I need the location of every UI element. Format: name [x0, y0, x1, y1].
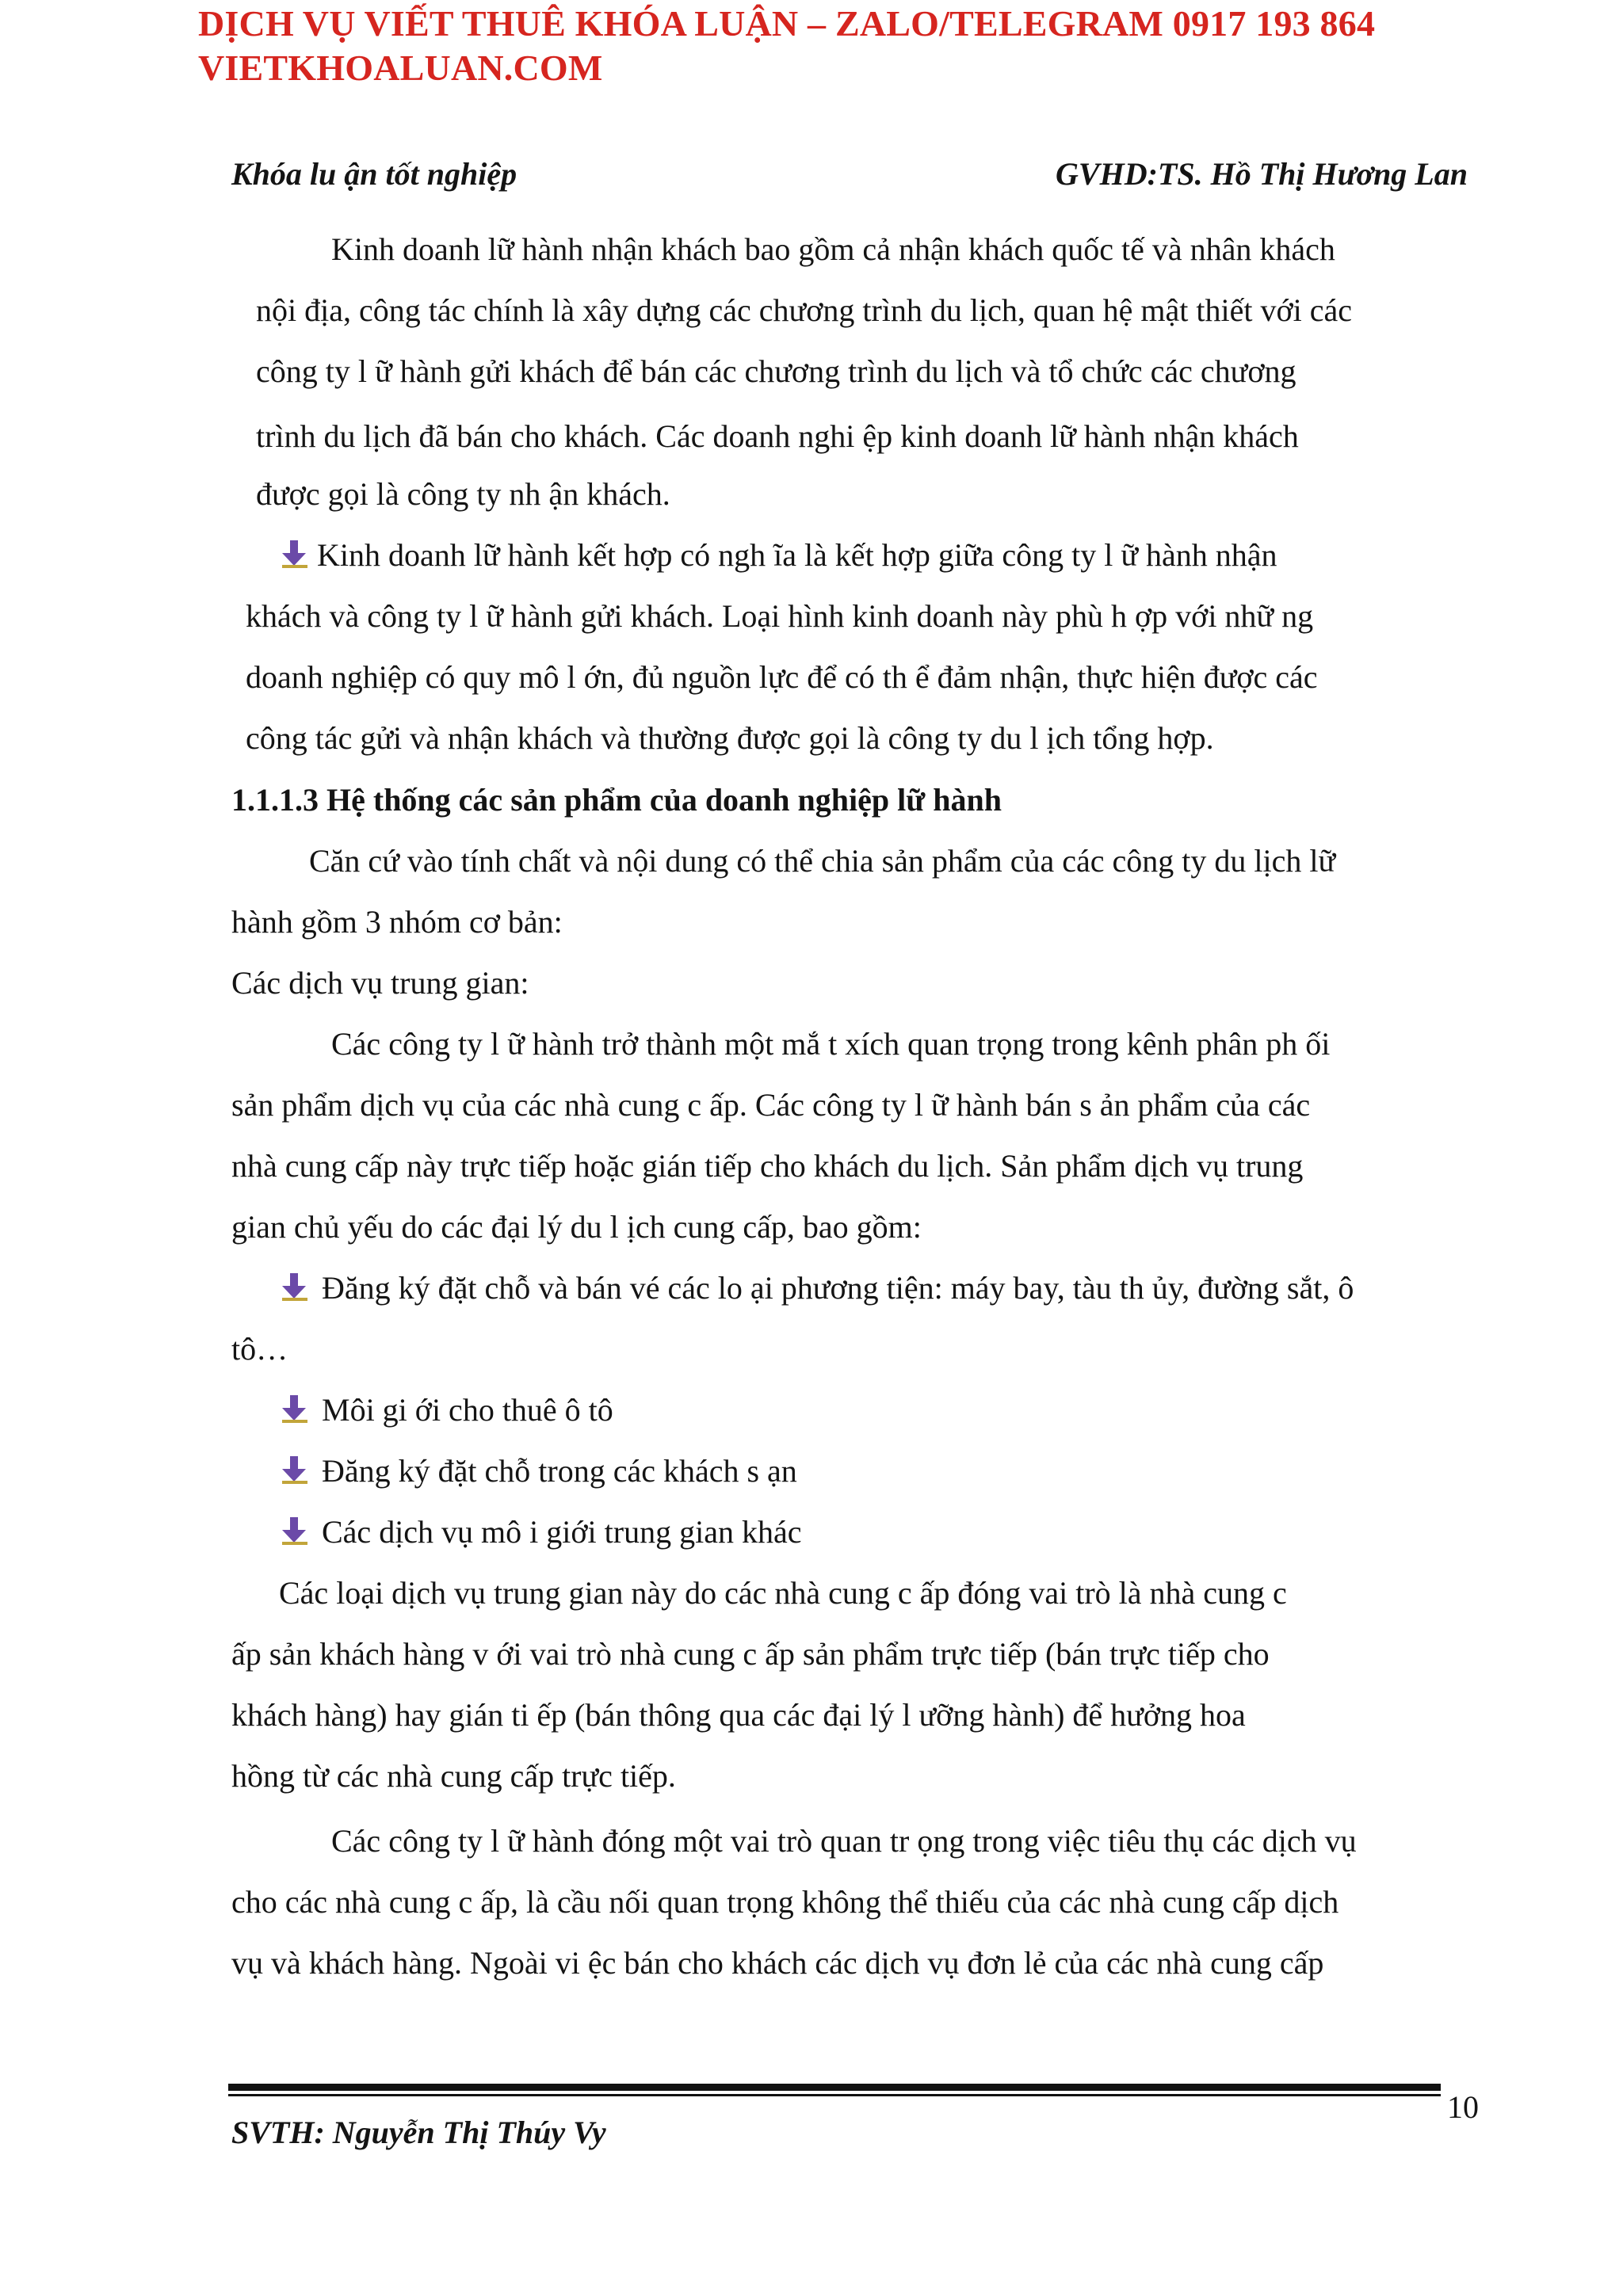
- promo-banner-line1: DỊCH VỤ VIẾT THUÊ KHÓA LUẬN – ZALO/TELEGRAM 0917 193 864: [198, 3, 1376, 44]
- paragraph-line: cho các nhà cung c ấp, là cầu nối quan trọng không thể thiếu của các nhà cung cấp dịch: [231, 1884, 1339, 1920]
- bullet-arrow-icon: [279, 1517, 311, 1546]
- paragraph-line: doanh nghiệp có quy mô l ớn, đủ nguồn lực để có th ể đảm nhận, thực hiện được các: [246, 659, 1318, 695]
- paragraph-line: nhà cung cấp này trực tiếp hoặc gián tiếp cho khách du lịch. Sản phẩm dịch vụ trung: [231, 1148, 1304, 1184]
- bullet-arrow-icon: [279, 1456, 311, 1485]
- header-thesis-title: Khóa lu ận tốt nghiệp: [231, 156, 517, 192]
- footer-divider-thick: [228, 2084, 1441, 2091]
- paragraph-line: hồng từ các nhà cung cấp trực tiếp.: [231, 1758, 676, 1794]
- footer-divider: [228, 2084, 1441, 2098]
- paragraph-line: ấp sản khách hàng v ới vai trò nhà cung c ấp sản phẩm trực tiếp (bán trực tiếp cho: [231, 1636, 1270, 1672]
- bullet-arrow-icon: [279, 1395, 311, 1424]
- paragraph-line: khách và công ty l ữ hành gửi khách. Loại hình kinh doanh này phù h ợp với nhữ ng: [246, 598, 1314, 634]
- paragraph-line: công ty l ữ hành gửi khách để bán các chương trình du lịch và tổ chức các chương: [256, 353, 1296, 389]
- paragraph-line: Các loại dịch vụ trung gian này do các nhà cung c ấp đóng vai trò là nhà cung c: [279, 1575, 1287, 1611]
- bullet-arrow-icon: [279, 540, 311, 569]
- subsection-label: Các dịch vụ trung gian:: [231, 965, 529, 1001]
- paragraph-line: sản phẩm dịch vụ của các nhà cung c ấp. Các công ty l ữ hành bán s ản phẩm của các: [231, 1087, 1311, 1123]
- list-item: Đăng ký đặt chỗ và bán vé các lo ại phương tiện: máy bay, tàu th ủy, đường sắt, ô: [279, 1266, 1354, 1310]
- list-item: Các dịch vụ mô i giới trung gian khác: [279, 1510, 801, 1554]
- header-advisor: GVHD:TS. Hồ Thị Hương Lan: [1056, 156, 1468, 192]
- bullet-paragraph-line: Kinh doanh lữ hành kết hợp có ngh ĩa là kết hợp giữa công ty l ữ hành nhận: [279, 533, 1277, 578]
- section-heading: 1.1.1.3 Hệ thống các sản phẩm của doanh nghiệp lữ hành: [231, 782, 1002, 818]
- paragraph-line: công tác gửi và nhận khách và thường được gọi là công ty du l ịch tổng hợp.: [246, 720, 1214, 756]
- promo-banner-website: VIETKHOALUAN.COM: [198, 48, 603, 88]
- paragraph-line: Các công ty l ữ hành đóng một vai trò quan tr ọng trong việc tiêu thụ các dịch vụ: [331, 1823, 1357, 1859]
- paragraph-line: gian chủ yếu do các đại lý du l ịch cung cấp, bao gồm:: [231, 1209, 922, 1245]
- bullet-arrow-icon: [279, 1273, 311, 1302]
- paragraph-line: Kinh doanh lữ hành nhận khách bao gồm cả nhận khách quốc tế và nhân khách: [331, 231, 1335, 267]
- paragraph-line: Các công ty l ữ hành trở thành một mắ t xích quan trọng trong kênh phân ph ối: [331, 1026, 1331, 1062]
- footer-author: SVTH: Nguyễn Thị Thúy Vy: [231, 2115, 606, 2150]
- paragraph-line: hành gồm 3 nhóm cơ bản:: [231, 904, 563, 940]
- paragraph-line: Căn cứ vào tính chất và nội dung có thể chia sản phẩm của các công ty du lịch lữ: [309, 843, 1336, 879]
- list-item: Môi gi ới cho thuê ô tô: [279, 1388, 613, 1432]
- paragraph-line: nội địa, công tác chính là xây dựng các chương trình du lịch, quan hệ mật thiết với các: [256, 292, 1353, 328]
- footer-divider-thin: [228, 2094, 1441, 2096]
- paragraph-line: khách hàng) hay gián ti ếp (bán thông qua các đại lý l ưỡng hành) để hưởng hoa: [231, 1697, 1246, 1733]
- paragraph-line: được gọi là công ty nh ận khách.: [256, 476, 670, 512]
- list-item: Đăng ký đặt chỗ trong các khách s ạn: [279, 1449, 797, 1493]
- paragraph-line: trình du lịch đã bán cho khách. Các doanh nghi ệp kinh doanh lữ hành nhận khách: [256, 418, 1299, 454]
- list-item-continuation: tô…: [231, 1331, 288, 1367]
- paragraph-line: vụ và khách hàng. Ngoài vi ệc bán cho khách các dịch vụ đơn lẻ của các nhà cung cấp: [231, 1945, 1324, 1981]
- page-number: 10: [1447, 2089, 1479, 2125]
